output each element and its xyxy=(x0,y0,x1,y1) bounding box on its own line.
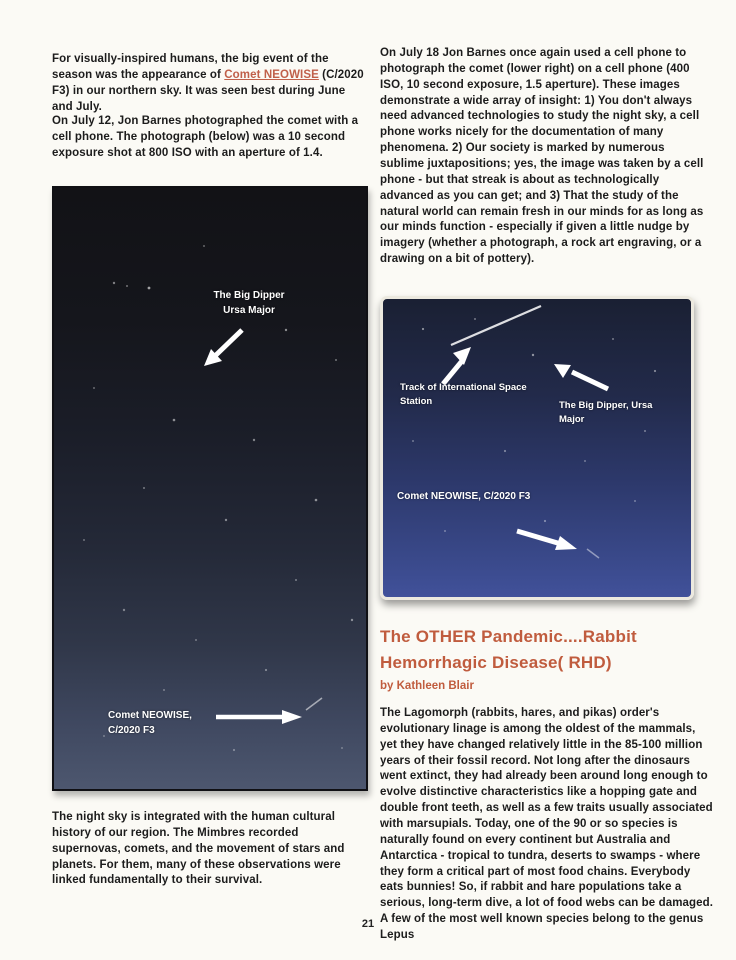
arrow-down-right-icon xyxy=(513,525,583,555)
stars-layer xyxy=(54,188,366,789)
intro-text-post: (C/2020 F3) in our northern sky. It was seen best during June and July. xyxy=(52,68,364,113)
arrow-down-left-icon xyxy=(198,324,250,372)
comet-label-line2: C/2020 F3 xyxy=(108,725,155,736)
arrow-right-icon xyxy=(214,709,304,725)
intro-text-pre: For visually-inspired humans, the big event of the season was the appearance of xyxy=(52,53,329,81)
iss-label xyxy=(400,381,550,410)
iss-label-line1: Track of International Space xyxy=(400,382,527,393)
iss-track-streak xyxy=(451,306,541,345)
article-heading-line2: Hemorrhagic Disease( RHD) xyxy=(380,652,612,672)
comet-neowise-link[interactable]: Comet NEOWISE xyxy=(224,68,319,81)
arrow-up-left-icon xyxy=(550,362,614,394)
article-byline: by Kathleen Blair xyxy=(380,680,474,692)
night-sky-photo-left xyxy=(52,186,368,791)
page-number: 21 xyxy=(361,918,375,930)
big-dipper-label-line2: Ursa Major xyxy=(223,305,275,316)
july12-paragraph: On July 12, Jon Barnes photographed the comet with a cell phone. The photograph (below) was a 10 second exposure shot at 800 ISO with an aperture of 1.4. xyxy=(52,115,359,159)
big-dipper-label-left xyxy=(197,288,301,318)
comet-label-left xyxy=(108,708,218,738)
comet-streak-left xyxy=(306,698,322,710)
article-heading-line1: The OTHER Pandemic....Rabbit xyxy=(380,627,637,646)
july18-paragraph: On July 18 Jon Barnes once again used a cell phone to photograph the comet (lower right) on a cell phone (400 ISO, 10 second exposure, 1.5 aperture). These images demonstrate a wide array of insight: 1) You don't always need advanced technologies to study the night sky, a cell phone works nicely for the documentation of many phenomena. 2) Our society is marked by numerous sublime juxtapositions; yes, the image was taken by a cell phone - but that streak is about as technologically advanced as you can get; and 3) That the study of the natural world can remain fresh in our minds for as long as our minds function - especially if given a little nudge by imagery (whether a photograph, a rock art engraving, or a drawing on a bit of pottery). xyxy=(380,47,704,266)
big-dipper-label-right xyxy=(559,399,679,428)
big-dipper-right-line1: The Big Dipper, Ursa xyxy=(559,400,653,411)
night-sky-photo-right xyxy=(380,296,694,600)
big-dipper-right-line2: Major xyxy=(559,414,585,426)
comet-label-right: Comet NEOWISE, C/2020 F3 xyxy=(397,491,531,502)
article-heading xyxy=(380,624,712,675)
left-photo-caption: The night sky is integrated with the human cultural history of our region. The Mimbres recorded supernovas, comets, and the movement of stars and planets. For them, many of these observations were linked fundamentally to their survival. xyxy=(52,811,345,887)
article-body: The Lagomorph (rabbits, hares, and pikas) order's evolutionary linage is among the oldest of the mammals, yet they have changed relatively little in the 85-100 million years of their fossil record. Not long after the dinosaurs went extinct, they had already been around long enough to evolve distinctive characteristics like a hopping gate and double front teeth, as well as a few traits usually associated with marsupials. Today, one of the 90 or so species is naturally found on every continent but Australia and Antarctica - tropical to tundra, deserts to swamps - where they form a critical part of most food chains. Everybody eats bunnies! So, if rabbit and hare populations take a serious, long-term dive, a lot of food webs can be damaged. A few of the most well known species belong to the genus Lepus xyxy=(380,707,714,942)
intro-paragraph xyxy=(52,52,368,115)
comet-label-line1: Comet NEOWISE, xyxy=(108,710,192,721)
comet-streak-right xyxy=(587,549,599,558)
iss-label-line2: Station xyxy=(400,396,433,408)
big-dipper-label-line1: The Big Dipper xyxy=(213,290,285,301)
